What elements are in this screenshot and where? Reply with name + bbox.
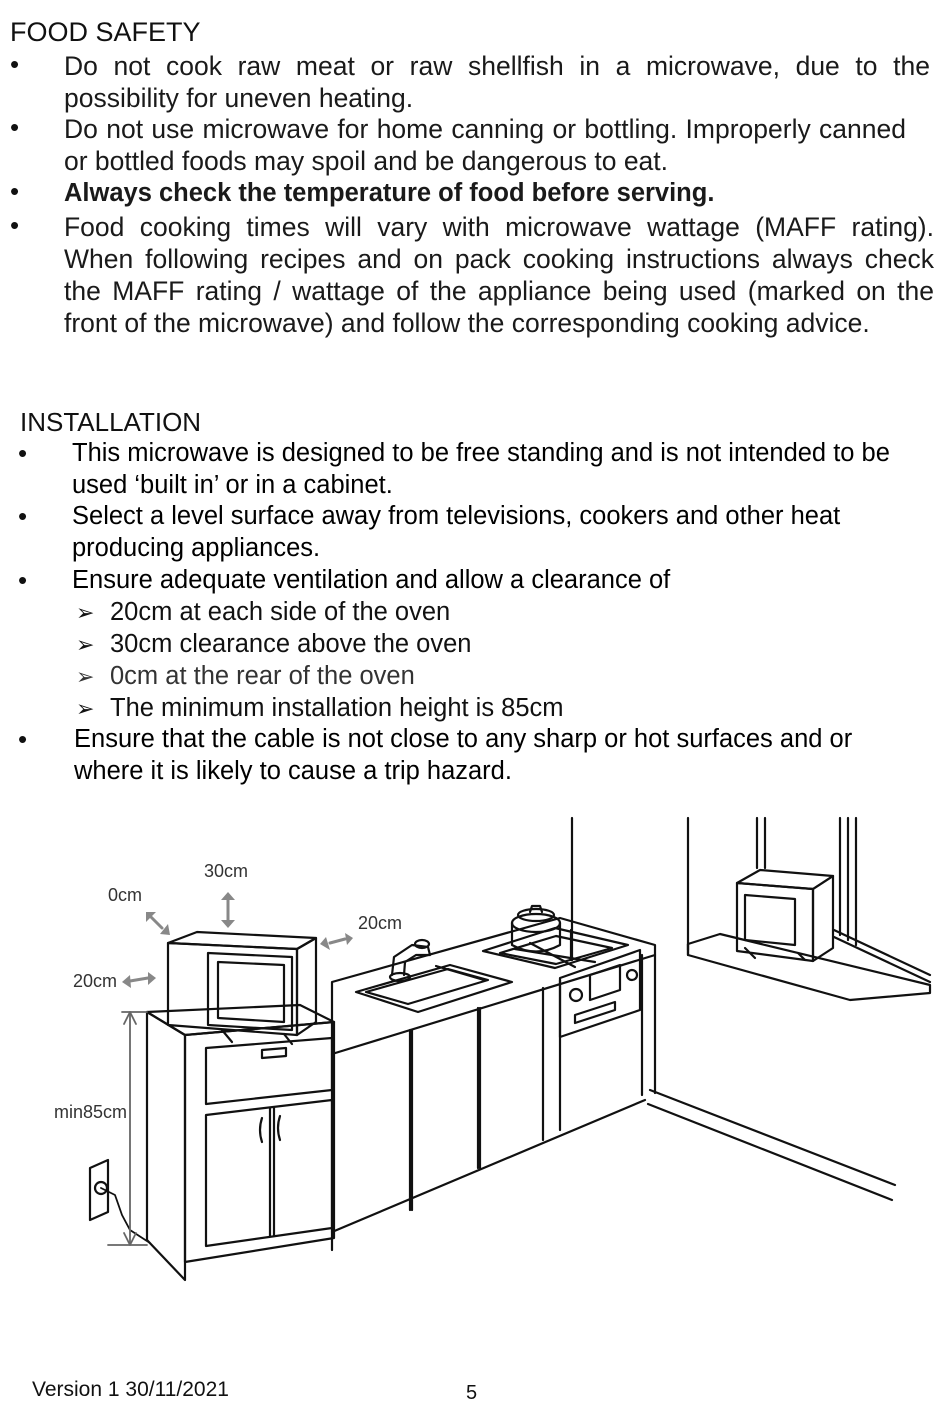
window-frame	[688, 818, 930, 1000]
bullet-icon: •	[18, 724, 28, 754]
wall-socket	[90, 1160, 150, 1243]
version-label: Version 1 30/11/2021	[32, 1378, 229, 1401]
label-right-side-clearance: 20cm	[358, 913, 403, 933]
microwave-cabinet	[147, 1005, 334, 1280]
room-lines	[571, 818, 895, 1200]
arrowhead-icon: ➢	[76, 632, 95, 657]
list-item: Ensure that the cable is not close to any sharp or hot surfaces and or where it is likely to cause a trip hazard.	[74, 725, 853, 785]
list-item: Do not cook raw meat or raw shellfish in a microwave, due to the possibility for uneven heating.	[64, 51, 930, 113]
page-number: 5	[466, 1382, 478, 1404]
food-safety-heading: FOOD SAFETY	[10, 17, 201, 47]
bullet-icon: •	[18, 501, 28, 531]
kitchen-counter	[332, 918, 655, 1250]
list-item: Select a level surface away from televisions, cookers and other heat producing appliances.	[72, 502, 841, 562]
bullet-icon: •	[10, 49, 20, 79]
clearance-item: ➢ The minimum installation height is 85cm	[76, 692, 564, 725]
list-item: Food cooking times will vary with microwave wattage (MAFF rating). When following recipes and on pack cooking instructions always check the MAFF rating / wattage of the appliance being used (marked on the front of the microwave) and follow the corresponding cooking advice.	[64, 212, 934, 338]
clearance-item: ➢ 20cm at each side of the oven	[76, 596, 450, 629]
label-top-clearance: 30cm	[204, 861, 249, 881]
cooker	[483, 906, 640, 1037]
installation-heading: INSTALLATION	[20, 407, 202, 437]
microwave-on-sill	[737, 870, 833, 961]
list-item: Ensure adequate ventilation and allow a clearance of	[72, 566, 671, 594]
arrowhead-icon: ➢	[76, 664, 95, 689]
list-item: Do not use microwave for home canning or bottling. Improperly canned or bottled foods may spoil and be dangerous to eat.	[64, 114, 906, 176]
bullet-icon: •	[10, 176, 20, 206]
bullet-icon: •	[18, 438, 28, 468]
arrowhead-icon: ➢	[76, 600, 95, 625]
clearance-item: ➢ 30cm clearance above the oven	[76, 628, 471, 661]
list-item: Always check the temperature of food before serving.	[64, 179, 715, 207]
arrowhead-icon: ➢	[76, 696, 95, 721]
label-rear-clearance: 0cm	[108, 885, 143, 905]
bullet-icon: •	[18, 565, 28, 595]
label-min-height: min85cm	[54, 1102, 128, 1122]
sink	[356, 940, 512, 1012]
list-item: This microwave is designed to be free standing and is not intended to be used ‘built in’ or in a cabinet.	[72, 439, 890, 499]
label-left-side-clearance: 20cm	[73, 971, 118, 991]
dimension-arrows	[122, 892, 353, 988]
clearance-item: ➢ 0cm at the rear of the oven	[76, 660, 415, 693]
microwave-oven	[168, 932, 316, 1044]
height-dimension	[108, 1012, 147, 1245]
bullet-icon: •	[10, 210, 20, 240]
bullet-icon: •	[10, 112, 20, 142]
